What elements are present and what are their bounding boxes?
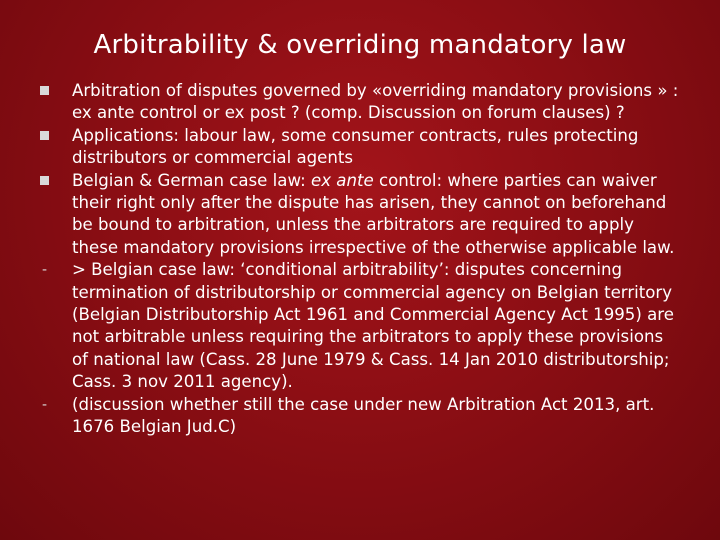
bullet-text: Arbitration of disputes governed by «overriding mandatory provisions » : ex ante control or ex post ? (comp. Discussion on forum clauses) ? [72,81,679,123]
dash-bullet-icon [40,394,72,416]
list-item [40,259,680,393]
square-bullet-icon [40,80,72,102]
bullet-text-part: control: where parties can waiver their right only after the dispute has arisen, they cannot on beforehand be bound to arbitration, unless the arbitrators are required to apply these mandatory provisions irrespective of the otherwise applicable law. [72,170,675,257]
bullet-text: Applications: labour law, some consumer contracts, rules protecting distributors or commercial agents [72,125,639,168]
bullet-text: (discussion whether still the case under new Arbitration Act 2013, art. 1676 Belgian Jud.C) [72,394,655,437]
list-item [40,170,680,260]
bullet-text-part: Belgian & German case law: [72,170,311,190]
bullet-text [72,170,680,260]
bullet-text: > Belgian case law: ‘conditional arbitrability’: disputes concerning termination of distributorship or commercial agency on Belgian territory (Belgian Distributorship Act 1961 and Commercial Agency Act 1995) are not arbitrable unless requiring the arbitrators to apply these provisions of national law (Cass. 28 June 1979 & Cass. 14 Jan 2010 distributorship; Cass. 3 nov 2011 agency). [72,260,674,392]
dash-bullet-icon [40,259,72,281]
bullet-text-italic: ex ante [310,170,374,190]
list-item [40,125,680,170]
list-item [40,80,680,125]
square-bullet-icon [40,125,72,147]
list-item [40,394,680,439]
square-bullet-icon [40,170,72,192]
bullet-list [40,80,680,439]
slide-title: Arbitrability & overriding mandatory law [93,30,627,60]
